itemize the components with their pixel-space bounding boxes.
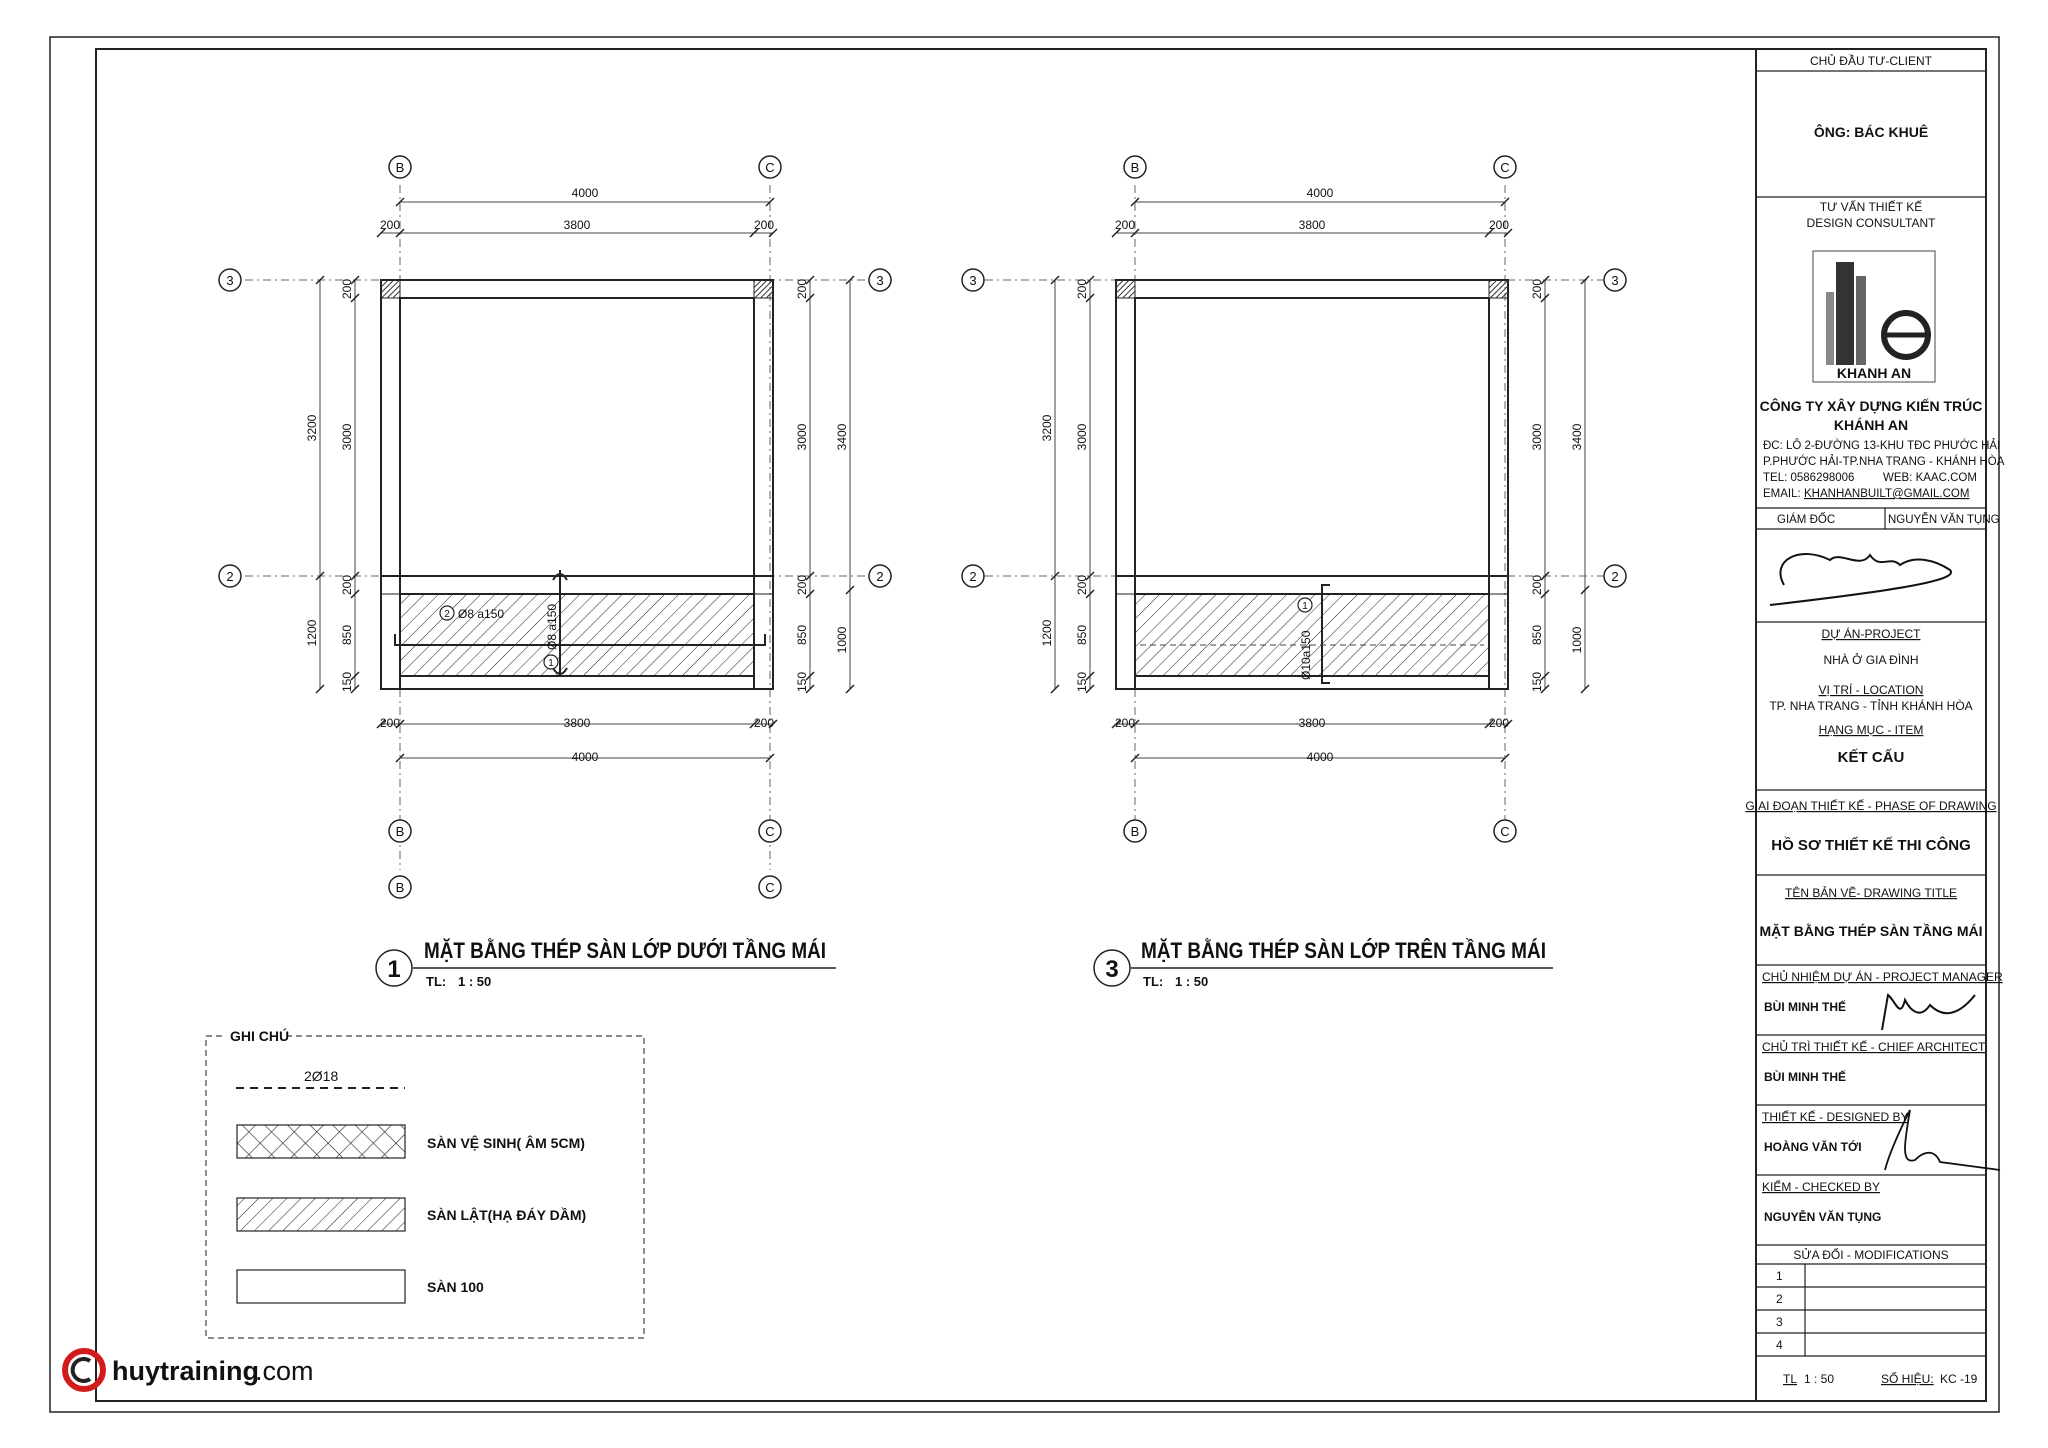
- dim-text: 200: [753, 716, 775, 730]
- drawing-title: MẶT BẰNG THÉP SÀN TẦNG MÁI: [1759, 923, 1983, 939]
- company-address: ĐC: LÔ 2-ĐƯỜNG 13-KHU TĐC PHƯỚC HẢI: [1763, 440, 2001, 452]
- dim-text: 200: [340, 574, 354, 596]
- grid-label-2-right: 2: [1611, 569, 1619, 584]
- dim-text: 200: [795, 278, 809, 300]
- dim-text: 200: [1114, 218, 1136, 232]
- grid-label-3-left: 3: [969, 273, 977, 288]
- dim-text: 200: [340, 278, 354, 300]
- dim-text: 150: [1530, 671, 1544, 693]
- director-name: NGUYỄN VĂN TỤNG: [1888, 514, 2000, 526]
- company-web: WEB: KAAC.COM: [1883, 472, 1977, 484]
- grid-label-b-top: B: [395, 160, 405, 175]
- grid-label-2-left: 2: [969, 569, 977, 584]
- company-address-2: P.PHƯỚC HẢI-TP.NHA TRANG - KHÁNH HÒA: [1763, 456, 2005, 468]
- column: [381, 280, 400, 298]
- dim-text: 200: [795, 574, 809, 596]
- chief-name: BÙI MINH THẾ: [1764, 1070, 1846, 1084]
- dim-text: 3400: [1570, 423, 1584, 451]
- item: KẾT CẤU: [1837, 749, 1905, 766]
- grid-label-b-bottom: B: [395, 824, 405, 839]
- dim-text: 4000: [571, 186, 599, 200]
- dim-text: 200: [1488, 218, 1510, 232]
- pm-label: CHỦ NHIỆM DỰ ÁN - PROJECT MANAGER: [1762, 970, 2003, 984]
- dim-text: 4000: [571, 750, 599, 764]
- legend-item-label: SÀN LẬT(HẠ ĐÁY DẦM): [427, 1207, 587, 1223]
- drawing-title-label: TÊN BẢN VẼ- DRAWING TITLE: [1784, 886, 1958, 900]
- mod-row: 1: [1776, 1269, 1783, 1283]
- checker-name: NGUYỄN VĂN TỤNG: [1764, 1210, 1882, 1224]
- designer-label: THIẾT KẾ - DESIGNED BY: [1762, 1110, 1909, 1124]
- column: [381, 576, 400, 594]
- plan-title: MẶT BẰNG THÉP SÀN LỚP DƯỚI TẦNG MÁI: [424, 938, 826, 963]
- dim-text: 4000: [1306, 750, 1334, 764]
- dim-text: 3800: [1298, 218, 1326, 232]
- company-logo: [1813, 251, 1935, 382]
- dim-text: 3800: [563, 716, 591, 730]
- dim-text: 3800: [1298, 716, 1326, 730]
- footer-scale: 1 : 50: [1804, 1372, 1835, 1386]
- rebar-callout: Ø8 a150: [545, 603, 559, 650]
- mod-row: 4: [1776, 1338, 1783, 1352]
- scale-label: TL:: [1143, 974, 1164, 989]
- company-name-2: KHÁNH AN: [1833, 417, 1909, 433]
- dim-text: 200: [1114, 716, 1136, 730]
- company-email-label: EMAIL:: [1763, 488, 1801, 500]
- dim-text: 3000: [1075, 423, 1089, 451]
- legend-item-label: SÀN VỆ SINH( ÂM 5CM): [427, 1135, 585, 1151]
- pm-signature: [1882, 995, 1975, 1030]
- company-email[interactable]: KHANHANBUILT@GMAIL.COM: [1804, 488, 1970, 500]
- title-block: [1745, 49, 2004, 1401]
- chief-label: CHỦ TRÌ THIẾT KẾ - CHIEF ARCHITECT: [1762, 1040, 1986, 1054]
- dim-text: 3000: [1530, 423, 1544, 451]
- dim-text: 150: [340, 671, 354, 693]
- dim-text: 3200: [305, 414, 319, 442]
- plan-number: 3: [1105, 956, 1119, 983]
- dim-text: 3000: [340, 423, 354, 451]
- dim-text: 200: [1075, 278, 1089, 300]
- grid-label-2-right: 2: [876, 569, 884, 584]
- dim-text: 3000: [795, 423, 809, 451]
- plan-upper-layer: [962, 156, 1626, 989]
- column: [1489, 280, 1508, 298]
- dim-text: 1000: [1570, 626, 1584, 654]
- rebar-callout: Ø8 a150: [458, 607, 505, 621]
- mod-row: 3: [1776, 1315, 1783, 1329]
- mod-row: 2: [1776, 1292, 1783, 1306]
- company-tel: TEL: 0586298006: [1763, 472, 1855, 484]
- item-label: HẠNG MỤC - ITEM: [1818, 723, 1924, 737]
- logo-text: KHANH AN: [1836, 365, 1912, 381]
- scale-label: TL:: [426, 974, 447, 989]
- director-signature: [1770, 554, 1951, 605]
- grid-label-b-bottom-2: B: [395, 880, 405, 895]
- phase: HỒ SƠ THIẾT KẾ THI CÔNG: [1771, 837, 1971, 854]
- sheet-number: KC -19: [1940, 1372, 1978, 1386]
- phase-label: GIAI ĐOẠN THIẾT KẾ - PHASE OF DRAWING: [1745, 799, 1997, 813]
- company-name: CÔNG TY XÂY DỰNG KIẾN TRÚC: [1759, 398, 1983, 414]
- dim-text: 4000: [1306, 186, 1334, 200]
- designer-name: HOÀNG VĂN TỚI: [1764, 1140, 1862, 1154]
- dim-text: 150: [795, 671, 809, 693]
- dim-text: 850: [1075, 624, 1089, 646]
- client-name: ÔNG: BÁC KHUÊ: [1813, 124, 1929, 140]
- project-name: NHÀ Ở GIA ĐÌNH: [1823, 653, 1919, 667]
- dim-text: 3400: [835, 423, 849, 451]
- grid-label-c-bottom: C: [765, 824, 775, 839]
- grid-label-b-top: B: [1130, 160, 1140, 175]
- dim-text: 200: [379, 218, 401, 232]
- scale-value: 1 : 50: [1175, 974, 1209, 989]
- grid-label-2-left: 2: [226, 569, 234, 584]
- dim-text: 150: [1075, 671, 1089, 693]
- plan-number: 1: [387, 956, 401, 983]
- huytraining-watermark: [65, 1351, 314, 1389]
- rebar-marker: 1: [548, 658, 554, 669]
- dim-text: 200: [1530, 574, 1544, 596]
- column: [754, 280, 773, 298]
- plan-title: MẶT BẰNG THÉP SÀN LỚP TRÊN TẦNG MÁI: [1141, 938, 1546, 963]
- pm-name: BÙI MINH THẾ: [1764, 1000, 1846, 1014]
- dim-text: 3800: [563, 218, 591, 232]
- dim-text: 850: [1530, 624, 1544, 646]
- location-label: VỊ TRÍ - LOCATION: [1818, 683, 1924, 697]
- grid-label-c-top: C: [1500, 160, 1510, 175]
- dim-text: 200: [379, 716, 401, 730]
- dim-text: 200: [753, 218, 775, 232]
- grid-label-3-left: 3: [226, 273, 234, 288]
- legend-item-label: SÀN 100: [427, 1279, 484, 1295]
- legend-title: GHI CHÚ: [230, 1028, 290, 1044]
- legend: [206, 1027, 644, 1338]
- grid-label-3-right: 3: [876, 273, 884, 288]
- legend-swatch-crosshatch: [237, 1125, 405, 1158]
- dim-text: 850: [795, 624, 809, 646]
- grid-label-b-bottom: B: [1130, 824, 1140, 839]
- sheet-label: SỐ HIỆU:: [1881, 1372, 1934, 1386]
- dim-text: 1200: [305, 619, 319, 647]
- dim-text: 200: [1530, 278, 1544, 300]
- footer-scale-label: TL: [1783, 1372, 1798, 1386]
- project-label: DỰ ÁN-PROJECT: [1821, 627, 1921, 641]
- column: [1116, 576, 1135, 594]
- mods-label: SỬA ĐỔI - MODIFICATIONS: [1793, 1248, 1949, 1262]
- consultant-header-en: DESIGN CONSULTANT: [1806, 216, 1936, 230]
- plan-lower-layer: [219, 156, 891, 989]
- grid-label-c-bottom: C: [1500, 824, 1510, 839]
- dim-text: 850: [340, 624, 354, 646]
- director-label: GIÁM ĐỐC: [1777, 514, 1836, 526]
- watermark-suffix: .com: [255, 1356, 314, 1386]
- checker-label: KIỂM - CHECKED BY: [1762, 1180, 1881, 1194]
- dim-text: 1000: [835, 626, 849, 654]
- legend-beam-label: 2Ø18: [304, 1068, 339, 1084]
- rebar-callout: Ø10a150: [1299, 630, 1313, 680]
- scale-value: 1 : 50: [458, 974, 492, 989]
- column: [1116, 280, 1135, 298]
- dim-text: 3200: [1040, 414, 1054, 442]
- consultant-header: TƯ VẤN THIẾT KẾ: [1819, 200, 1923, 214]
- location: TP. NHA TRANG - TỈNH KHÁNH HÒA: [1769, 699, 1973, 713]
- rebar-marker: 2: [444, 609, 450, 620]
- grid-label-3-right: 3: [1611, 273, 1619, 288]
- grid-label-c-bottom-2: C: [765, 880, 775, 895]
- client-header: CHỦ ĐẦU TƯ-CLIENT: [1809, 54, 1933, 68]
- dim-text: 200: [1075, 574, 1089, 596]
- watermark-brand: huytraining: [112, 1356, 259, 1386]
- dim-text: 1200: [1040, 619, 1054, 647]
- sunken-slab-hatch: [400, 594, 754, 676]
- grid-label-c-top: C: [765, 160, 775, 175]
- dim-text: 200: [1488, 716, 1510, 730]
- legend-swatch-empty: [237, 1270, 405, 1303]
- rebar-marker: 1: [1302, 601, 1308, 612]
- legend-swatch-hatch: [237, 1198, 405, 1231]
